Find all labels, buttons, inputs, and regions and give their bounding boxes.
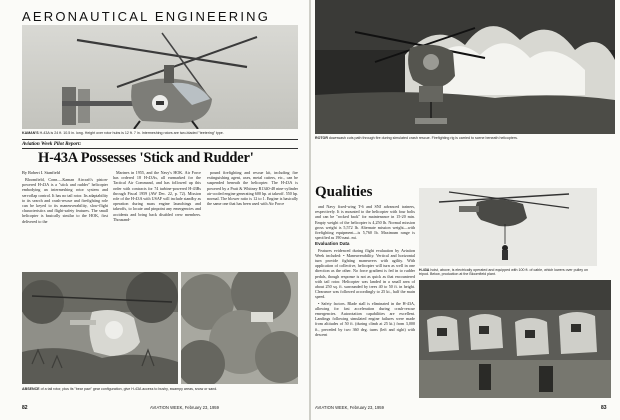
hoist-rescue-photo [419, 188, 597, 266]
helicopter-in-flight-photo [22, 25, 298, 129]
section-header: AERONAUTICAL ENGINEERING [22, 9, 271, 24]
production-line-photo [419, 280, 611, 398]
top-photo-caption: KAMAN'S H-43A is 24 ft. 10.5 in. long. Height over rotor hubs is 12 ft. 7 in. Intermeshing rotors are two-bladed "teetering" type. [22, 131, 224, 135]
byline: By Robert I. Stanfield [22, 170, 60, 175]
right-page [311, 0, 620, 420]
helicopter-in-brush-photo [22, 272, 178, 384]
article-column-4: and Navy fixed-wing T-6 and SNJ advanced trainers, respectively. It is mounted to the helicopter with four bolts and can be "rocked back" for maintenance in 15-20 min. Empty weight of the helicopter is 4,250 lb. Normal mission gross weight is 5,572 lb. Alternate mission weight—with firefighting equipment—is 5,760 lb. Maximum range is specified as 190 naut. mi. Evaluation Data Features evidenced during flight evaluation by Aviation Week included: • Maneuverability. Vertical and horizontal turn provide fighting maneuvers with agility. With application of collective, helicopter will turn as well in one direction as the other. No force gradient is fed in to rudder pedals, though response is not as quick as that encountered with tail rotor. Helicopter was landed in a small area of about 250 sq. ft. surrounded by trees 40 to 50 ft. in height. Clearance was followed accordingly to 25 kt., half the main speed. • Safety factors. Blade stall is eliminated in the H-43A, allowing for fast acceleration during crash-rescue emergencies. Autorotation capabilities are excellent. Landings following simulated engine failures were made from altitudes of 50 ft. (during climb at 25 kt.) from 3,000 ft., preceded by two 360 deg. turns (left and right) with descent [315, 204, 415, 337]
article-column-1: Bloomfield, Conn.—Kaman Aircraft's piston-powered H-43A is a "stick and rudder" helicopter embodying an intermeshing rotor system and servoflap control. It has no tail rotor. Its adaptability to its search and crash-rescue and firefighting role can be keyed to its maneuverability, slow-flight characteristics and flight-safety features. The small helicopter is basically similar to the HOK, first delivered to the [22, 177, 108, 224]
foliage-photo [181, 272, 298, 384]
footer-right: AVIATION WEEK, February 23, 1959 [315, 405, 384, 410]
page-number-left: 82 [22, 405, 28, 411]
fire-rescue-photo [315, 0, 615, 134]
evaluation-heading: Evaluation Data [315, 241, 350, 247]
report-label: Aviation Week Pilot Report: [22, 141, 82, 147]
headline-continued: Qualities [315, 184, 373, 200]
footer-left: AVIATION WEEK, February 23, 1959 [150, 405, 219, 410]
report-label-rule [22, 139, 298, 140]
hoist-photo-caption: H-43A hoist, above, is electrically operated and equipped with 100 ft. of cable, which lowers over pulley on tripod. Below, production at the Bloomfield plant. [419, 268, 589, 277]
bottom-photo-caption: ABSENCE of a tail rotor, plus its "bear paw" gear configuration, give H-43A access to bushy, swampy areas, snow or sand. [22, 387, 218, 391]
fire-photo-caption: ROTOR downwash cuts path through fire during simulated crash rescue. Firefighting rig is carried to scene beneath helicopters. [315, 136, 518, 140]
headline: H-43A Possesses 'Stick and Rudder' [38, 150, 254, 166]
article-column-3: pound firefighting and rescue kit, including fire extinguishing agent, axes, metal cutters, etc., can be suspended beneath the helicopter. The H-43A is powered by a Pratt & Whitney R1340-48 nine-cylinder air-cooled engine generating 600 hp. at takeoff. 550 hp. normal. The blower ratio is 12 to 1. Engine is basically the same one that has been used with Air Force [207, 170, 298, 207]
report-label-rule-bottom [22, 148, 298, 149]
left-page [0, 0, 309, 420]
article-column-2: Marines in 1955, and the Navy's HOK. Air Force has ordered 18 H-43As, all earmarked for the Tactical Air Command, and has followed up this order with contracts for 74 turbine-powered H-43Bs through Fiscal 1959 (AW Dec. 22, p. 72). Mission role of the H-43A with USAF will include standby as operation during mass engine launchings and takeoffs, to locate and pinpoint any emergencies and accidents and bring back disabled crew members. Thousand- [113, 170, 201, 222]
page-number-right: 83 [601, 405, 607, 411]
